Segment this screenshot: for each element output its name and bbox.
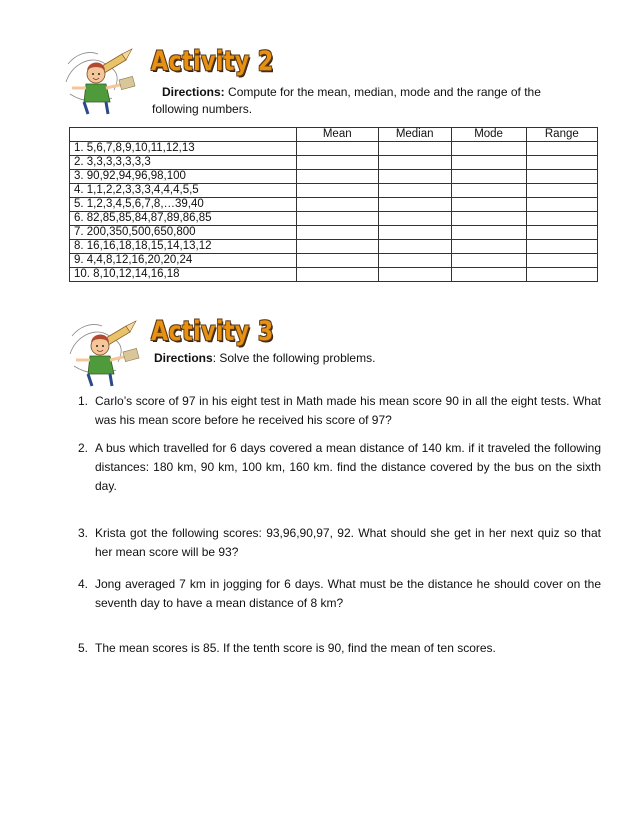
mean-cell[interactable] bbox=[296, 198, 378, 212]
table-row bbox=[70, 268, 598, 282]
range-cell[interactable] bbox=[526, 240, 597, 254]
problem-item bbox=[78, 524, 601, 562]
problem-number: 2. bbox=[78, 441, 89, 455]
mode-cell[interactable] bbox=[451, 226, 526, 240]
median-cell[interactable] bbox=[378, 254, 451, 268]
activity-3-directions bbox=[154, 350, 554, 367]
mode-cell[interactable] bbox=[451, 156, 526, 170]
median-cell[interactable] bbox=[378, 198, 451, 212]
row-numbers: 2. 3,3,3,3,3,3,3 bbox=[70, 156, 297, 170]
activity-2-title: Activity 2 bbox=[151, 46, 274, 77]
range-cell[interactable] bbox=[526, 142, 597, 156]
problem-item bbox=[78, 439, 601, 496]
row-numbers: 9. 4,4,8,12,16,20,20,24 bbox=[70, 254, 297, 268]
row-numbers: 6. 82,85,85,84,87,89,86,85 bbox=[70, 212, 297, 226]
table-row bbox=[70, 156, 598, 170]
row-numbers: 10. 8,10,12,14,16,18 bbox=[70, 268, 297, 282]
header-range: Range bbox=[526, 128, 597, 142]
header-items bbox=[70, 128, 297, 142]
range-cell[interactable] bbox=[526, 212, 597, 226]
mean-cell[interactable] bbox=[296, 240, 378, 254]
table-row bbox=[70, 198, 598, 212]
range-cell[interactable] bbox=[526, 184, 597, 198]
mean-cell[interactable] bbox=[296, 226, 378, 240]
directions-label: Directions: bbox=[162, 85, 225, 99]
table-row bbox=[70, 184, 598, 198]
problem-number: 3. bbox=[78, 526, 89, 540]
table-header-row bbox=[70, 128, 598, 142]
table-row bbox=[70, 240, 598, 254]
problem-text: A bus which travelled for 6 days covered a mean distance of 140 km. if it traveled the following distances: 180 km, 90 km, 100 km, 160 km. find the distance covered by the bus on the sixth day. bbox=[95, 441, 601, 493]
directions-label: Directions bbox=[154, 351, 213, 365]
table-row bbox=[70, 226, 598, 240]
mean-cell[interactable] bbox=[296, 156, 378, 170]
student-clipart-icon bbox=[66, 316, 161, 388]
header-mean: Mean bbox=[296, 128, 378, 142]
median-cell[interactable] bbox=[378, 142, 451, 156]
problem-text: Carlo’s score of 97 in his eight test in Math made his mean score 90 in all the eight tests. What was his mean score before he received his score of 97? bbox=[95, 394, 601, 427]
table-row bbox=[70, 170, 598, 184]
mode-cell[interactable] bbox=[451, 198, 526, 212]
median-cell[interactable] bbox=[378, 268, 451, 282]
table-row bbox=[70, 142, 598, 156]
median-cell[interactable] bbox=[378, 226, 451, 240]
median-cell[interactable] bbox=[378, 212, 451, 226]
range-cell[interactable] bbox=[526, 156, 597, 170]
range-cell[interactable] bbox=[526, 170, 597, 184]
median-cell[interactable] bbox=[378, 156, 451, 170]
problem-number: 5. bbox=[78, 641, 89, 655]
directions-text: Compute for the mean, median, mode and the range of the following numbers. bbox=[152, 85, 541, 116]
activity-2-directions bbox=[152, 84, 552, 118]
directions-text: : Solve the following problems. bbox=[212, 351, 376, 365]
mean-cell[interactable] bbox=[296, 268, 378, 282]
mode-cell[interactable] bbox=[451, 254, 526, 268]
median-cell[interactable] bbox=[378, 170, 451, 184]
range-cell[interactable] bbox=[526, 268, 597, 282]
mode-cell[interactable] bbox=[451, 268, 526, 282]
header-median: Median bbox=[378, 128, 451, 142]
mode-cell[interactable] bbox=[451, 240, 526, 254]
range-cell[interactable] bbox=[526, 226, 597, 240]
mean-cell[interactable] bbox=[296, 184, 378, 198]
mode-cell[interactable] bbox=[451, 142, 526, 156]
problem-item bbox=[78, 639, 601, 658]
median-cell[interactable] bbox=[378, 184, 451, 198]
range-cell[interactable] bbox=[526, 254, 597, 268]
row-numbers: 5. 1,2,3,4,5,6,7,8,…39,40 bbox=[70, 198, 297, 212]
problem-item bbox=[78, 575, 601, 613]
table-row bbox=[70, 212, 598, 226]
row-numbers: 4. 1,1,2,2,3,3,3,4,4,4,5,5 bbox=[70, 184, 297, 198]
mode-cell[interactable] bbox=[451, 170, 526, 184]
mean-cell[interactable] bbox=[296, 142, 378, 156]
median-cell[interactable] bbox=[378, 240, 451, 254]
mean-cell[interactable] bbox=[296, 212, 378, 226]
statistics-table bbox=[69, 127, 598, 282]
range-cell[interactable] bbox=[526, 198, 597, 212]
problem-text: Krista got the following scores: 93,96,90,97, 92. What should she get in her next quiz so that her mean score will be 93? bbox=[95, 526, 601, 559]
problem-text: Jong averaged 7 km in jogging for 6 days. What must be the distance he should cover on the seventh day to have a mean distance of 8 km? bbox=[95, 577, 601, 610]
header-mode: Mode bbox=[451, 128, 526, 142]
row-numbers: 7. 200,350,500,650,800 bbox=[70, 226, 297, 240]
student-clipart-icon bbox=[62, 44, 157, 116]
problem-item bbox=[78, 392, 601, 430]
mean-cell[interactable] bbox=[296, 254, 378, 268]
problem-number: 1. bbox=[78, 394, 89, 408]
activity-3-title: Activity 3 bbox=[151, 316, 274, 347]
problem-text: The mean scores is 85. If the tenth score is 90, find the mean of ten scores. bbox=[95, 641, 496, 655]
mode-cell[interactable] bbox=[451, 184, 526, 198]
row-numbers: 1. 5,6,7,8,9,10,11,12,13 bbox=[70, 142, 297, 156]
mean-cell[interactable] bbox=[296, 170, 378, 184]
problem-number: 4. bbox=[78, 577, 89, 591]
table-row bbox=[70, 254, 598, 268]
row-numbers: 8. 16,16,18,18,15,14,13,12 bbox=[70, 240, 297, 254]
mode-cell[interactable] bbox=[451, 212, 526, 226]
row-numbers: 3. 90,92,94,96,98,100 bbox=[70, 170, 297, 184]
